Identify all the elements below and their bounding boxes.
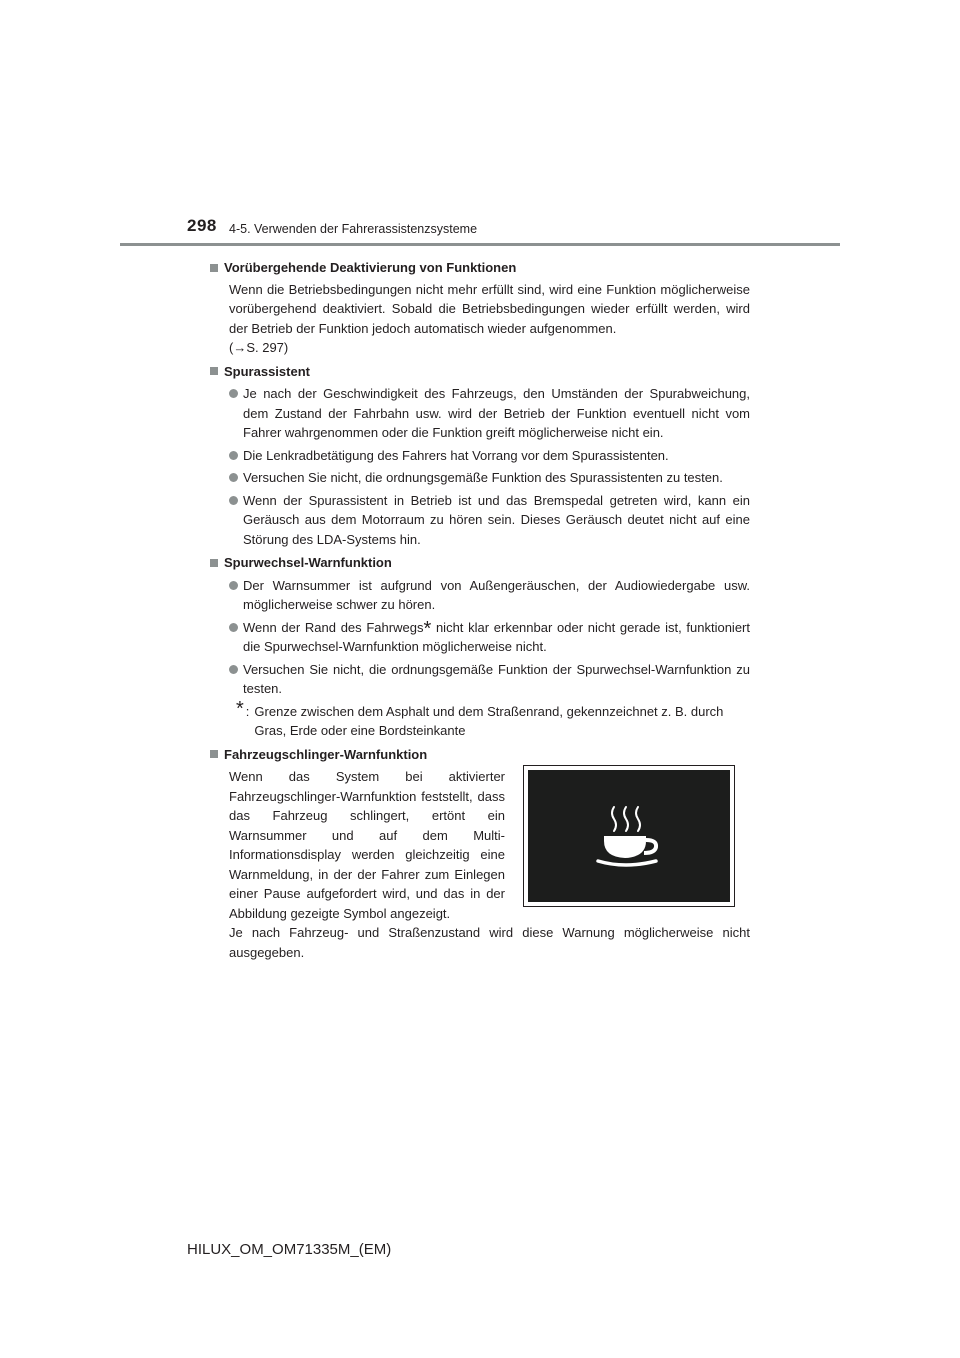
main-content: [210, 254, 750, 962]
heading-sway-warning: [210, 745, 750, 765]
header-rule: [120, 243, 840, 246]
footnote-text: Grenze zwischen dem Asphalt und dem Straßenrand, gekennzeichnet z. B. durch Gras, Erde oder eine Bordsteinkante: [254, 703, 724, 738]
heading-lane-assist: [210, 362, 750, 382]
list-item: [229, 468, 750, 488]
bullet-text: Die Lenkradbetätigung des Fahrers hat Vorrang vor dem Spurassistenten.: [243, 447, 669, 463]
round-bullet-icon: [229, 451, 238, 460]
footnote-marker: *: [423, 617, 432, 640]
page-reference-link[interactable]: (→S. 297): [229, 340, 289, 355]
footnote-colon: :: [245, 703, 250, 719]
display-screen: [528, 770, 730, 902]
bullet-text-part: Wenn der Rand des Fahrwegs: [243, 619, 424, 635]
list-item: [229, 384, 750, 443]
heading-text: Fahrzeugschlinger-Warnfunktion: [224, 746, 428, 762]
heading-text: Spurassistent: [224, 363, 310, 379]
footnote: [236, 697, 750, 741]
display-illustration: [523, 765, 735, 907]
coffee-cup-icon: [594, 803, 664, 869]
square-bullet-icon: [210, 367, 218, 375]
bullet-text: Versuchen Sie nicht, die ordnungsgemäße Funktion der Spurwechsel-Warnfunktion zu testen.: [243, 661, 750, 696]
bullet-text: Je nach der Geschwindigkeit des Fahrzeugs, den Umständen der Spurabweichung, dem Zustand der Fahrbahn usw. wird der Betrieb der Funktion eventuell nicht vom Fahrer wahrgenommen oder die Funktion greift möglicherweise nicht ein.: [243, 386, 750, 440]
list-item: [229, 491, 750, 550]
list-item: [229, 576, 750, 615]
list-item: [229, 660, 750, 699]
paragraph: Wenn das System bei aktivierter Fahrzeugschlinger-Warnfunktion feststellt, dass das Fahrzeug schlingert, ertönt ein Warnsummer und auf dem Multi-Informationsdisplay werden gleichzeitig eine Warnmeldung, in der der Fahrer zum Einlegen einer Pause aufgefordert wird, und das in der Abbildung gezeigte Symbol angezeigt.: [229, 769, 505, 921]
heading-lane-change-warning: [210, 553, 750, 573]
bullet-text-part: nicht klar erkennbar oder nicht gerade ist, funktioniert die Spurwechsel-Warnfunktion möglicherweise nicht.: [243, 619, 750, 654]
bullet-text: Wenn der Spurassistent in Betrieb ist und das Bremspedal getreten wird, kann ein Geräusch aus dem Motorraum zu hören sein. Dieses Geräusch deutet nicht auf eine Störung des LDA-Systems hin.: [243, 492, 750, 547]
page-number: 298: [187, 216, 217, 235]
heading-text: Vorübergehende Deaktivierung von Funktionen: [224, 260, 517, 275]
square-bullet-icon: [210, 559, 218, 567]
bullet-text: [243, 618, 750, 657]
round-bullet-icon: [229, 665, 238, 674]
paragraph: Je nach Fahrzeug- und Straßenzustand wird diese Warnung möglicherweise nicht ausgegeben.: [229, 925, 750, 960]
bullet-text: Versuchen Sie nicht, die ordnungsgemäße Funktion des Spurassistenten zu testen.: [243, 470, 723, 485]
heading-text: Spurwechsel-Warnfunktion: [224, 555, 392, 570]
square-bullet-icon: [210, 264, 218, 272]
round-bullet-icon: [229, 623, 238, 632]
footnote-asterisk: *: [236, 697, 244, 720]
paragraph: Wenn die Betriebsbedingungen nicht mehr erfüllt sind, wird eine Funktion möglicherweise vorübergehend deaktiviert. Sobald die Betriebsbedingungen wieder erfüllt werden, wird der Betrieb der Funktion jedoch automatisch wieder aufgenommen.: [229, 281, 750, 336]
footer-doc-id: HILUX_OM_OM71335M_(EM): [187, 1241, 392, 1258]
list-item: [229, 618, 750, 657]
list-item: [229, 446, 750, 466]
bullet-text: Der Warnsummer ist aufgrund von Außengeräuschen, der Audiowiedergabe usw. möglicherweise schwer zu hören.: [243, 577, 750, 612]
heading-temp-deactivation: [210, 258, 750, 278]
round-bullet-icon: [229, 496, 238, 505]
round-bullet-icon: [229, 581, 238, 590]
section-title: 4-5. Verwenden der Fahrerassistenzsysteme: [229, 222, 478, 236]
round-bullet-icon: [229, 473, 238, 482]
square-bullet-icon: [210, 750, 218, 758]
round-bullet-icon: [229, 389, 238, 398]
sway-warning-block: [229, 767, 750, 923]
